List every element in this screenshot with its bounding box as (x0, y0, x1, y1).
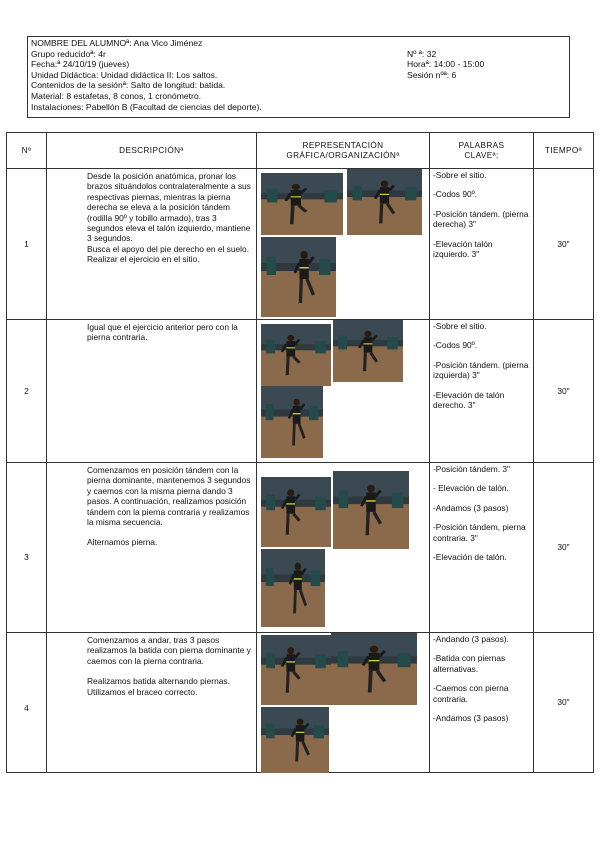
key-words (430, 463, 534, 633)
key-word-item: -Elevación de talón. (433, 552, 507, 563)
exercise-photo (261, 549, 325, 627)
key-word-item: -Caemos con pierna contraria. (433, 683, 509, 704)
exercise-photos (257, 463, 430, 633)
col-num-header: Nº (7, 133, 47, 169)
col-kw-header-line2: CLAVEª: (464, 150, 499, 160)
exercise-description (47, 463, 257, 633)
exercise-number: 2 (7, 320, 47, 463)
exercise-number: 3 (7, 463, 47, 633)
description-paragraph: Alternamos pierna. (87, 537, 158, 548)
col-graf-header-line1: REPRESENTACIÓN (302, 140, 384, 150)
description-paragraph: Comenzamos en posición tándem con la pierna dominante, mantenemos 3 segundos y caemos con la misma pierna dando 3 pasos. A continuación, realizamos posición tándem con la pierna contraria y realizamos la misma secuencia. (87, 465, 251, 528)
exercise-description (47, 169, 257, 320)
exercise-time: 30" (534, 633, 594, 773)
key-word-item: -Andamos (3 pasos) (433, 502, 509, 513)
group-label: Grupo reducidoª: 4r (31, 48, 106, 59)
contents-label: Contenidos de la sesiónª: Salto de longitud: batida. (31, 80, 226, 91)
number-label: Nº ª: 32 (407, 48, 437, 59)
key-words (430, 633, 534, 773)
table-header-row (7, 133, 594, 169)
exercise-photos (257, 169, 430, 320)
table-row (7, 633, 594, 773)
exercise-photo (261, 477, 331, 547)
key-word-item: -Codos 90º. (433, 340, 478, 351)
key-word-item: -Posición tándem. (pierna derecha) 3" (433, 208, 529, 230)
key-word-item: -Elevación de talón derecho. 3" (433, 389, 505, 411)
exercise-description (47, 320, 257, 463)
exercise-time: 30" (534, 169, 594, 320)
exercise-photo (261, 635, 331, 705)
exercise-number: 4 (7, 633, 47, 773)
description-paragraph: Comenzamos a andar, tras 3 pasos realizamos la batida con pierna dominante y caemos con la pierna contraria. (87, 635, 251, 666)
key-words (430, 320, 534, 463)
key-word-item: -Andando (3 pasos). (433, 634, 509, 644)
exercise-table (6, 132, 594, 773)
material-label: Material: 8 estafetas, 8 conos, 1 cronómetro. (31, 90, 202, 101)
key-words (430, 169, 534, 320)
key-word-item: -Posición tándem. (pierna izquierda) 3" (433, 359, 529, 381)
exercise-photo (333, 471, 409, 549)
col-time-header: TIEMPOª (534, 133, 594, 169)
session-label: Sesión nºª: 6 (407, 69, 457, 80)
key-word-item: -Andamos (3 pasos) (433, 713, 509, 724)
exercise-photo (331, 633, 417, 705)
col-kw-header (430, 133, 534, 169)
table-row (7, 320, 594, 463)
exercise-photo (261, 386, 323, 458)
key-word-item: -Posición tándem. 3" (433, 464, 510, 474)
exercise-photo (261, 324, 331, 386)
exercise-photo (261, 707, 329, 773)
facilities-label: Instalaciones: Pabellón B (Facultad de ciencias del deporte). (31, 101, 262, 112)
col-kw-header-line1: PALABRAS (458, 140, 505, 150)
hour-label: Horaª: 14:00 - 15:00 (407, 59, 485, 70)
table-row (7, 169, 594, 320)
table-row (7, 463, 594, 633)
col-graf-header (257, 133, 430, 169)
col-graf-header-line2: GRÁFICA/ORGANIZACIÓNª (286, 150, 400, 160)
key-word-item: -Codos 90º. (433, 189, 478, 200)
key-word-item: -Elevación talón izquierdo. 3" (433, 238, 493, 260)
exercise-photo (333, 320, 403, 382)
date-label: Fecha:ª 24/10/19 (jueves) (31, 59, 130, 70)
exercise-number: 1 (7, 169, 47, 320)
col-desc-header: DESCRIPCIÓNª (47, 133, 257, 169)
key-word-item: -Sobre el sitio. (433, 170, 487, 180)
key-word-item: -Posición tándem, pierna contraria. 3" (433, 522, 526, 543)
exercise-time: 30" (534, 463, 594, 633)
exercise-photo (261, 237, 336, 317)
student-name: NOMBRE DEL ALUMNOª: Ana Vico Jiménez (31, 38, 203, 48)
exercise-description (47, 633, 257, 773)
session-header (27, 36, 570, 118)
description-paragraph: Desde la posición anatómica, pronar los brazos situándolos contralateralmente a sus respectivas piernas, mientras la pierna derecha se eleva a la posición tándem (rodilla 90º y tobillo armado), tras 3 segundos eleva el talón izquierdo, mantiene 3 segundos. Busca el apoyo del pie derecho en el suelo. Realizar el ejercicio en el sitio. (87, 171, 251, 265)
key-word-item: -Sobre el sitio. (433, 321, 487, 331)
unit-label: Unidad Didáctica: Unidad didáctica II: Los saltos. (31, 69, 218, 80)
exercise-photos (257, 633, 430, 773)
exercise-time: 30" (534, 320, 594, 463)
exercise-photo (261, 173, 343, 235)
key-word-item: -Batida con piernas alternativas. (433, 653, 506, 674)
description-paragraph: Realizamos batida alternando piernas. Utilizamos el braceo correcto. (87, 676, 230, 697)
key-word-item: - Elevación de talón. (433, 483, 509, 494)
description-paragraph: Igual que el ejercicio anterior pero con la pierna contraria. (87, 322, 238, 343)
exercise-photo (347, 169, 422, 235)
exercise-photos (257, 320, 430, 463)
